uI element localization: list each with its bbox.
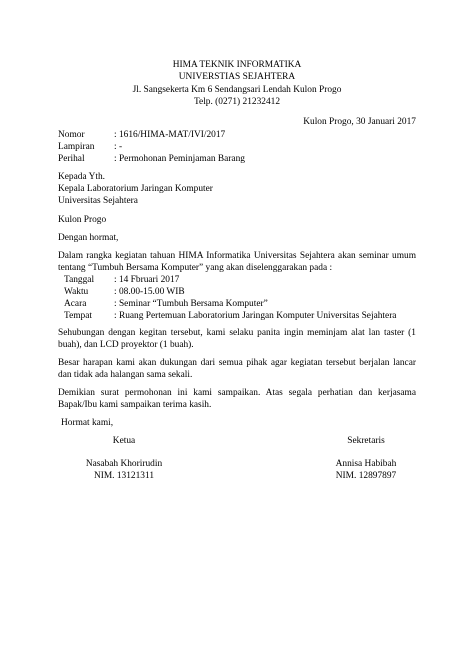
paragraph-1-line1: Sehubungan dengan kegitan tersebut, kami selaku panita ingin meminjam alat lan taster (1 (58, 328, 416, 338)
meta-value: : Permohonan Peminjaman Barang (114, 154, 245, 164)
detail-label: Acara (64, 299, 87, 309)
intro-line2: tentang “Tumbuh Bersama Komputer” yang akan diselenggarakan pada : (58, 263, 333, 273)
signature-right-nim: NIM. 12897897 (335, 471, 397, 481)
meta-value: : 1616/HIMA-MAT/IVI/2017 (114, 130, 226, 140)
letterhead-university: UNIVERSTIAS SEJAHTERA (178, 72, 296, 82)
detail-label: Waktu (64, 287, 89, 297)
meta-lampiran (58, 141, 418, 153)
signature-left-role: Ketua (112, 436, 136, 446)
meta-label: Nomor (58, 130, 85, 140)
paragraph-2-line2: dan tidak ada halangan sama sekali. (58, 370, 193, 380)
detail-acara (64, 298, 424, 310)
detail-tempat (64, 310, 424, 322)
letter-date: Kulon Progo, 30 Januari 2017 (303, 117, 416, 127)
paragraph-3-line1: Demikian surat permohonan ini kami sampaikan. Atas segala perhatian dan kerjasama (58, 388, 416, 398)
meta-label: Perihal (58, 154, 85, 164)
paragraph-3-line2: Bapak/Ibu kami sampaikan terima kasih. (58, 400, 212, 410)
detail-tanggal (64, 274, 424, 286)
signature-right-name: Annisa Habibah (335, 459, 397, 469)
meta-nomor (58, 129, 418, 141)
intro-line1: Dalam rangka kegiatan tahuan HIMA Informatika Universitas Sejahtera akan seminar umum (58, 251, 416, 261)
recipient-city: Kulon Progo (58, 215, 107, 225)
recipient-greeting: Kepada Yth. (58, 172, 106, 182)
detail-value: : Seminar “Tumbuh Bersama Komputer” (114, 299, 268, 309)
recipient-line1: Kepala Laboratorium Jaringan Komputer (58, 184, 213, 194)
signature-left-nim: NIM. 13121311 (93, 471, 155, 481)
detail-label: Tanggal (64, 275, 95, 285)
detail-label: Tempat (64, 311, 92, 321)
signature-left-name: Nasabah Khorirudin (85, 459, 163, 469)
paragraph-1-line2: buah), dan LCD proyektor (1 buah). (58, 340, 194, 350)
paragraph-2-line1: Besar harapan kami akan dukungan dari semua pihak agar kegiatan tersebut berjalan lancar (58, 358, 416, 368)
signature-right-role: Sekretaris (347, 436, 385, 446)
detail-value: : 08.00-15.00 WIB (114, 287, 185, 297)
letterhead-phone: Telp. (0271) 21232412 (193, 97, 281, 107)
salutation: Dengan hormat, (58, 233, 119, 243)
meta-perihal (58, 153, 418, 165)
letterhead-address: Jl. Sangsekerta Km 6 Sendangsari Lendah Kulon Progo (132, 85, 342, 95)
detail-value: : Ruang Pertemuan Laboratorium Jaringan Komputer Universitas Sejahtera (114, 311, 397, 321)
meta-value: : - (114, 142, 123, 152)
detail-waktu (64, 286, 424, 298)
recipient-line2: Universitas Sejahtera (58, 196, 138, 206)
letterhead-org: HIMA TEKNIK INFORMATIKA (172, 60, 302, 70)
closing: Hormat kami, (61, 418, 114, 428)
meta-label: Lampiran (58, 142, 95, 152)
detail-value: : 14 Fbruari 2017 (114, 275, 180, 285)
